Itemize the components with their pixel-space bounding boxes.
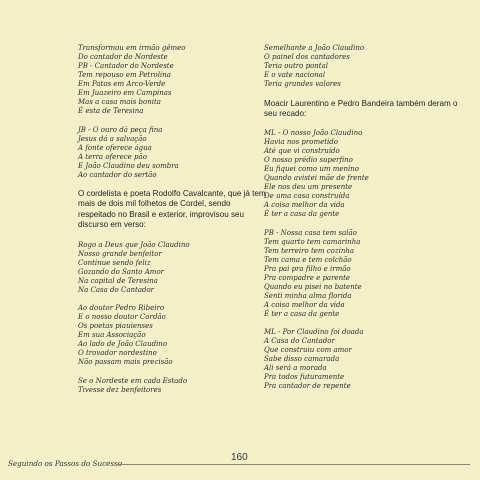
- verse-line: Ao lado de João Claudino: [78, 340, 168, 349]
- verse-line: Do cantador do Nordeste: [78, 53, 168, 61]
- verse-line: Rogo a Deus que João Claudino: [78, 240, 190, 249]
- verse-line: A fonte oferece água: [78, 143, 152, 152]
- verse-line: Ele nos deu um presente: [264, 183, 353, 192]
- verse-line: É esta de Teresina: [78, 107, 144, 115]
- verse-line: Se o Nordeste em cada Estado: [78, 376, 188, 385]
- left-stanza-5: [78, 377, 270, 395]
- verse-line: Senti minha alma florida: [264, 291, 352, 300]
- verse-line: Em sua Associação: [78, 331, 146, 340]
- right-stanza-3: [264, 229, 464, 319]
- verse-line: Pra cantador de repente: [264, 382, 351, 391]
- verse-line: Eu fiquei como um menino: [264, 165, 359, 174]
- verse-line: Tem quarto tem camarinha: [264, 237, 361, 246]
- verse-line: Ali será a morada: [264, 364, 327, 373]
- verse-line: É ter a casa da gente: [264, 210, 340, 219]
- verse-line: JB - O ouro dá peça fina: [78, 125, 163, 134]
- verse-line: Nosso grande benfeitor: [78, 249, 162, 258]
- verse-line: Não passam mais precisão: [78, 358, 173, 367]
- verse-line: Ao doutor Pedro Ribeiro: [78, 304, 165, 313]
- verse-line: Continue sendo feliz: [78, 258, 151, 267]
- verse-line: Tem repouso em Petrolina: [78, 71, 171, 79]
- verse-line: Gozando do Santo Amor: [78, 267, 164, 276]
- verse-line: Tivesse dez benfeitores: [78, 385, 162, 394]
- verse-line: PB - Nossa casa tem salão: [264, 228, 357, 237]
- book-title: Seguindo os Passos do Sucesso: [8, 459, 123, 468]
- verse-line: Em Juazeiro em Campinas: [78, 89, 172, 97]
- left-stanza-1: [78, 44, 270, 116]
- verse-line: Até que vi construído: [264, 147, 340, 156]
- verse-line: Em Patos em Arco-Verde: [78, 80, 166, 88]
- verse-line: É ter a casa da gente: [264, 309, 340, 318]
- verse-line: Na capital de Teresina: [78, 276, 158, 285]
- verse-line: Que construiu com amor: [264, 346, 352, 355]
- page-number: 160: [231, 452, 248, 463]
- right-stanza-1: [264, 44, 464, 89]
- verse-line: A coisa melhor da vida: [264, 300, 345, 309]
- verse-line: PB - Cantador do Nordeste: [78, 62, 174, 70]
- verse-line: O nosso prédio superfino: [264, 156, 353, 165]
- verse-line: Quando avistei mãe de frente: [264, 174, 369, 183]
- left-prose-paragraph: O cordelista e poeta Rodolfo Cavalcante, que já tem mais de dois mil folhetos de Cordel, sendo respeitado no Brasil e exterior, improvisou seu discurso em verso:: [78, 189, 266, 230]
- verse-line: Sabe disso camarada: [264, 355, 340, 364]
- right-column: [264, 44, 464, 401]
- verse-line: E o vate nacional: [264, 71, 326, 79]
- verse-line: ML - Por Claudino foi doada: [264, 328, 364, 337]
- verse-line: Pra todos futuramente: [264, 373, 345, 382]
- verse-line: A coisa melhor da vida: [264, 201, 345, 210]
- verse-line: Ao cantador do sertão: [78, 170, 157, 179]
- verse-line: Pra pai pra filho e irmão: [264, 264, 351, 273]
- verse-line: O painel dos cantadores: [264, 53, 350, 61]
- right-stanza-4: [264, 328, 464, 391]
- left-stanza-4: [78, 304, 270, 367]
- verse-line: ML - O nosso João Claudino: [264, 129, 363, 138]
- verse-line: Os poetas piauienses: [78, 322, 153, 331]
- left-stanza-2: [78, 126, 270, 180]
- verse-line: Teria grandes valores: [264, 80, 341, 88]
- verse-line: De uma casa construída: [264, 192, 350, 201]
- verse-line: Tem terreiro tem cozinha: [264, 246, 355, 255]
- verse-line: Quando eu pisei no batente: [264, 282, 362, 291]
- verse-line: O trovador nordestino: [78, 349, 157, 358]
- right-prose-paragraph: Moacir Laurentino e Pedro Bandeira também deram o seu recado:: [264, 98, 458, 118]
- left-column: [78, 44, 270, 404]
- right-stanza-2: [264, 129, 464, 219]
- verse-line: A terra oferece pão: [78, 152, 147, 161]
- verse-line: E João Claudino deu sombra: [78, 161, 179, 170]
- verse-line: Na Casa do Cantador: [78, 285, 155, 294]
- verse-line: E o nosso doutor Cordão: [78, 313, 166, 322]
- verse-line: Transformou em irmão gêmeo: [78, 44, 186, 52]
- footer-divider: [116, 464, 470, 465]
- verse-line: Tem cama e tem colchão: [264, 255, 352, 264]
- verse-line: Teria outro pontal: [264, 62, 329, 70]
- verse-line: Havia nos prometido: [264, 138, 338, 147]
- verse-line: Pra compadre e parente: [264, 273, 351, 282]
- left-stanza-3: [78, 241, 270, 295]
- verse-line: A Casa do Cantador: [264, 337, 335, 346]
- verse-line: Jesus dá a salvação: [78, 134, 147, 143]
- verse-line: Semelhante a João Claudino: [264, 44, 365, 52]
- verse-line: Mas a casa mais bonita: [78, 98, 161, 106]
